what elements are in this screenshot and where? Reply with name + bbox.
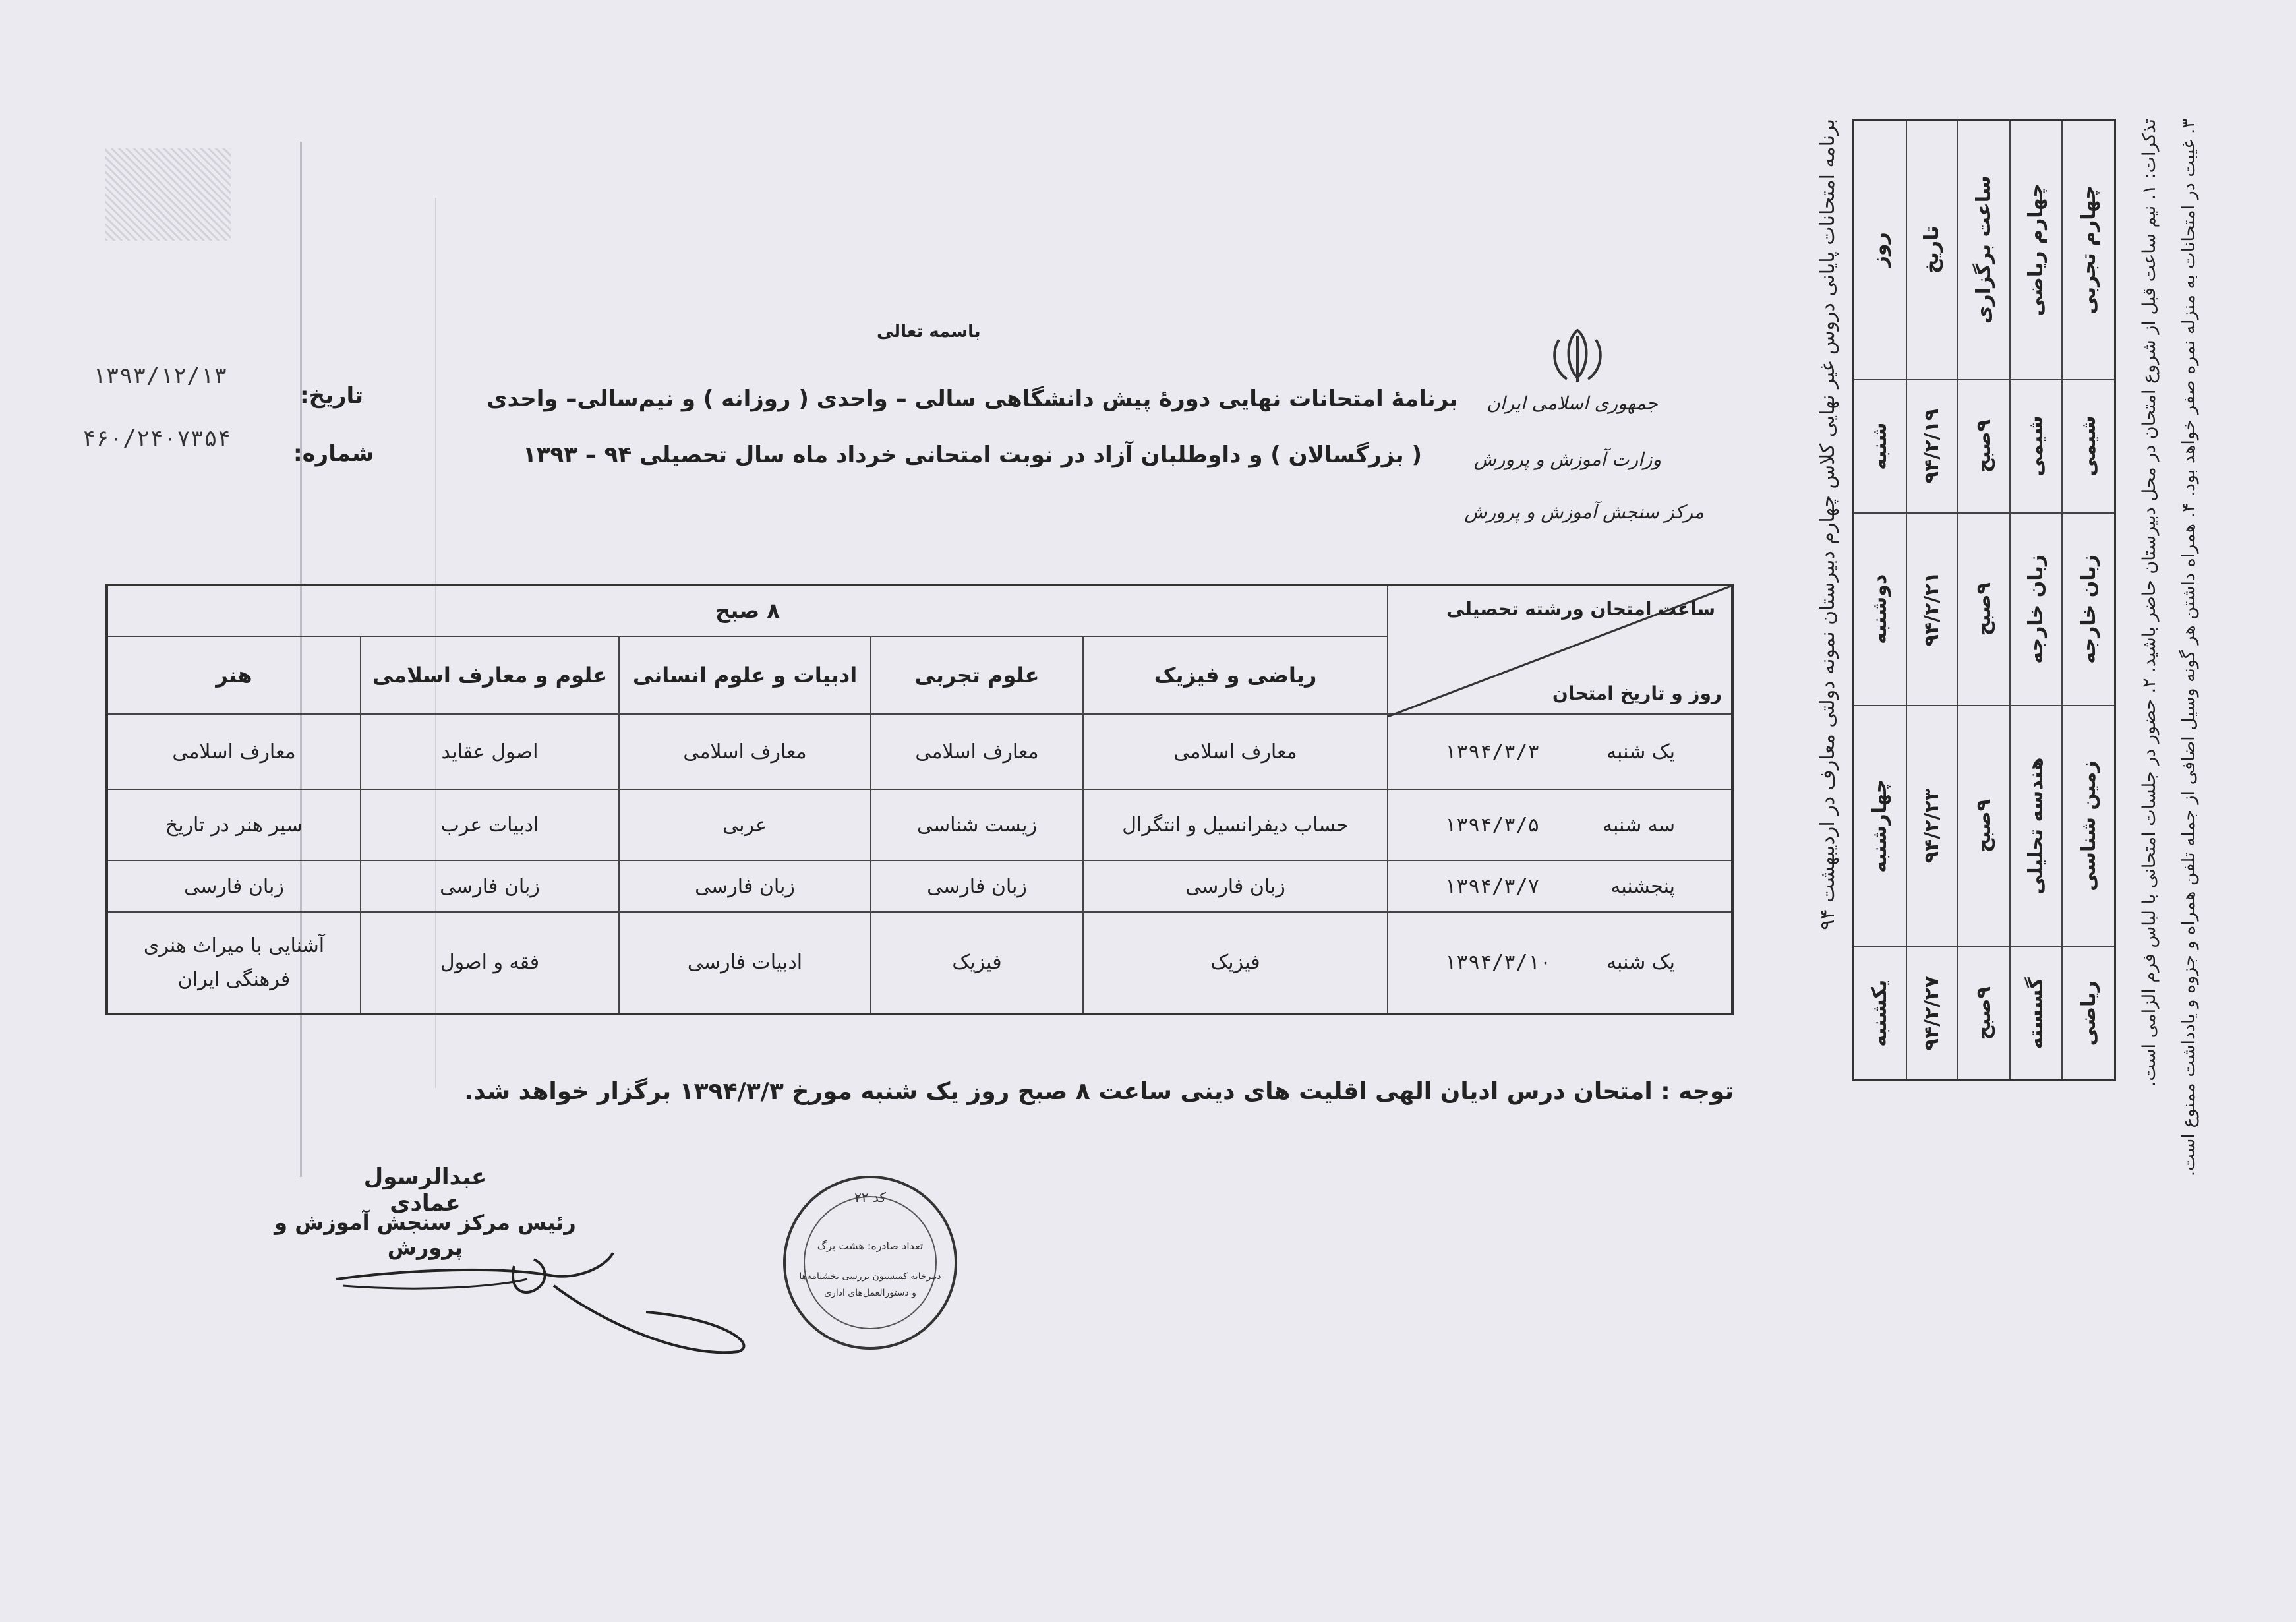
table-row <box>107 912 1732 1014</box>
side-cell: ۹۴/۲/۱۹ <box>1906 380 1958 513</box>
table-cell: حساب دیفرانسیل و انتگرال <box>1083 789 1388 861</box>
corner-header <box>1388 585 1732 714</box>
side-cell: ۹۴/۲/۲۱ <box>1906 513 1958 706</box>
table-cell: اصول عقاید <box>361 714 619 789</box>
exam-note: توجه : امتحان درس ادیان الهی اقلیت های دینی ساعت ۸ صبح روز یک شنبه مورخ ۱۳۹۴/۳/۳ برگزار خواهد شد. <box>464 1078 1734 1105</box>
side-cell: یکشنبه <box>1854 946 1906 1080</box>
faded-stamp-mark <box>105 148 231 241</box>
number-label: شماره: <box>293 440 374 467</box>
side-cell: شیمی <box>2062 380 2115 513</box>
side-cell: ۹صبح <box>1958 946 2010 1080</box>
row-day: یک شنبه <box>1606 740 1675 764</box>
side-exam-panel <box>1810 119 2218 1177</box>
table-cell: زیست شناسی <box>871 789 1083 861</box>
field-header-math: ریاضی و فیزیک <box>1083 636 1388 715</box>
row-date: ۱۳۹۴/۳/۱۰ <box>1444 951 1552 975</box>
side-cell: ۹صبح <box>1958 513 2010 706</box>
seal-line-1: تعداد صادره: هشت برگ <box>817 1240 924 1252</box>
side-header-day: روز <box>1854 120 1906 380</box>
side-cell: چهارشنبه <box>1854 706 1906 947</box>
handwritten-signature <box>330 1240 758 1371</box>
signer-name: عبدالرسول عمادی <box>363 1164 487 1216</box>
side-cell: گسسته <box>2010 946 2062 1080</box>
seal-line-3: و دستورالعمل‌های اداری <box>824 1288 916 1298</box>
table-row <box>1854 120 1906 1081</box>
table-cell: عربی <box>619 789 871 861</box>
corner-header-bottom: روز و تاریخ امتحان <box>1552 682 1722 705</box>
side-cell: شنبه <box>1854 380 1906 513</box>
row-date: ۱۳۹۴/۳/۷ <box>1444 874 1540 898</box>
table-cell: معارف اسلامی <box>619 714 871 789</box>
corner-header-top: ساعت امتحان ورشته تحصیلی <box>1446 598 1715 620</box>
org-line-1: جمهوری اسلامی ایران <box>1487 392 1658 414</box>
table-cell: فیزیک <box>871 912 1083 1014</box>
table-row <box>107 789 1732 861</box>
org-line-3: مرکز سنجش آموزش و پرورش <box>1464 501 1704 523</box>
table-row <box>1958 120 2010 1081</box>
side-cell: ۹صبح <box>1958 706 2010 947</box>
date-label: تاریخ: <box>300 382 363 409</box>
side-note-1: تذکرات: ۱. نیم ساعت قبل از شروع امتحان در محل دبیرستان حاضر باشید. ۲. حضور در جلسات امتحانی با لباس فرم الزامی است. <box>2139 119 2160 1087</box>
side-cell: ۹صبح <box>1958 380 2010 513</box>
row-date: ۱۳۹۴/۳/۵ <box>1444 813 1540 837</box>
table-cell: زبان فارسی <box>871 860 1083 912</box>
seal-line-2: دبیرخانه کمیسیون بررسی بخشنامه‌ها <box>799 1271 941 1282</box>
signer-title: رئیس مرکز سنجش آموزش و پرورش <box>274 1210 576 1260</box>
table-cell: زبان فارسی <box>619 860 871 912</box>
side-panel-title: برنامه امتحانات پایانی دروس غیر نهایی کلاس چهارم دبیرستان نمونه دولتی معارف در اردیبهشت ۹۴ <box>1816 119 1839 930</box>
field-header-humanities: ادبیات و علوم انسانی <box>619 636 871 715</box>
date-value: ۱۳۹۳/۱۲/۱۳ <box>92 363 227 389</box>
table-row <box>2062 120 2115 1081</box>
side-cell: ریاضی <box>2062 946 2115 1080</box>
field-header-science: علوم تجربی <box>871 636 1083 715</box>
side-header-science: چهارم تجربی <box>2062 120 2115 380</box>
side-cell: زمین شناسی <box>2062 706 2115 947</box>
table-row <box>1906 120 1958 1081</box>
side-note-2: ۳. غیبت در امتحانات به منزله نمره صفر خواهد بود. ۴. همراه داشتن هر گونه وسیل اضافی از جمله تلفن همراه و جزوه و یادداشت ممنوع است. <box>2179 119 2199 1177</box>
table-cell: فیزیک <box>1083 912 1388 1014</box>
side-cell: ۹۴/۲/۲۷ <box>1906 946 1958 1080</box>
side-cell: زبان خارجه <box>2062 513 2115 706</box>
side-exam-table <box>1852 119 2116 1081</box>
iran-emblem-icon <box>1546 326 1609 384</box>
side-cell: دوشنبه <box>1854 513 1906 706</box>
exam-schedule-table <box>105 584 1734 1015</box>
table-cell: آشنایی با میراث هنری فرهنگی ایران <box>107 912 361 1014</box>
field-header-islamic: علوم و معارف اسلامی <box>361 636 619 715</box>
table-cell: زبان فارسی <box>1083 860 1388 912</box>
table-row <box>107 860 1732 912</box>
title-line-1: برنامهٔ امتحانات نهایی دورهٔ پیش دانشگاهی سالی – واحدی ( روزانه ) و نیم‌سالی– واحدی <box>486 386 1458 412</box>
official-seal <box>778 1170 962 1355</box>
side-cell: هندسه تحلیلی <box>2010 706 2062 947</box>
time-header: ۸ صبح <box>107 585 1388 636</box>
row-day: سه شنبه <box>1602 813 1675 837</box>
table-cell: معارف اسلامی <box>1083 714 1388 789</box>
field-header-art: هنر <box>107 636 361 715</box>
seal-code: کد ۲۲ <box>854 1189 886 1205</box>
table-cell: معارف اسلامی <box>107 714 361 789</box>
row-day: یک شنبه <box>1606 951 1675 975</box>
row-date: ۱۳۹۴/۳/۳ <box>1444 740 1540 764</box>
number-value: ۴۶۰/۲۴۰۷۳۵۴ <box>82 425 231 452</box>
table-cell: معارف اسلامی <box>871 714 1083 789</box>
table-cell: زبان فارسی <box>107 860 361 912</box>
table-cell: زبان فارسی <box>361 860 619 912</box>
table-row <box>2010 120 2062 1081</box>
side-cell: زبان خارجه <box>2010 513 2062 706</box>
side-cell: ۹۴/۲/۲۳ <box>1906 706 1958 947</box>
side-header-time: ساعت برگزاری <box>1958 120 2010 380</box>
row-day: پنجشنبه <box>1610 874 1675 898</box>
side-header-math: چهارم ریاضی <box>2010 120 2062 380</box>
table-cell: فقه و اصول <box>361 912 619 1014</box>
side-header-date: تاریخ <box>1906 120 1958 380</box>
table-cell: سیر هنر در تاریخ <box>107 789 361 861</box>
table-row <box>107 714 1732 789</box>
table-cell: ادبیات عرب <box>361 789 619 861</box>
table-cell: ادبیات فارسی <box>619 912 871 1014</box>
bismillah: باسمه تعالی <box>877 322 981 342</box>
side-cell: شیمی <box>2010 380 2062 513</box>
org-line-2: وزارت آموزش و پرورش <box>1473 448 1661 470</box>
title-line-2: ( بزرگسالان ) و داوطلبان آزاد در نوبت امتحانی خرداد ماه سال تحصیلی ۹۴ – ۱۳۹۳ <box>522 442 1423 468</box>
